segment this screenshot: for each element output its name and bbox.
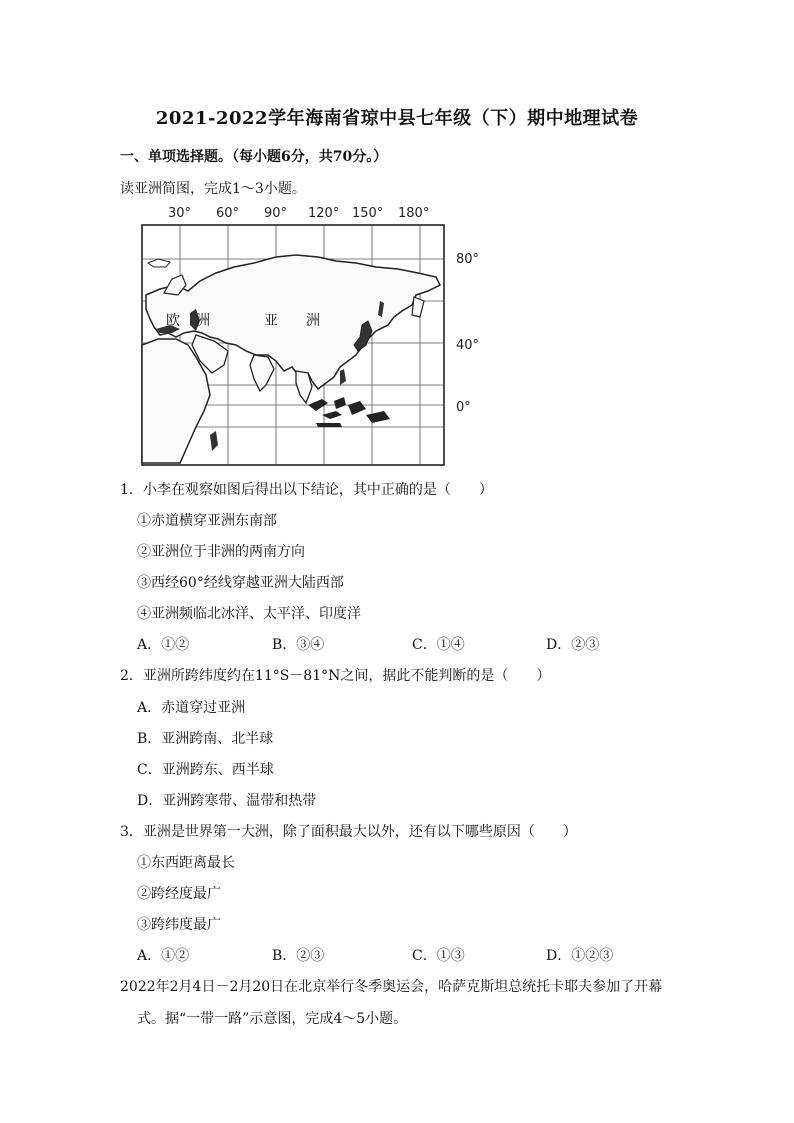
asia-map-svg xyxy=(136,205,496,467)
lon-label-60: 60° xyxy=(216,206,240,221)
lat-label-40: 40° xyxy=(456,338,480,353)
lat-label-80: 80° xyxy=(456,252,480,267)
page-title: 2021-2022学年海南省琼中县七年级（下）期中地理试卷 xyxy=(155,108,639,129)
india-shape xyxy=(250,355,274,391)
question-2-option-c[interactable]: C．亚洲跨东、西半球 xyxy=(137,762,274,778)
lon-label-90: 90° xyxy=(264,206,288,221)
lon-label-30: 30° xyxy=(168,206,192,221)
question-1-item: ②亚洲位于非洲的两南方向 xyxy=(137,544,305,560)
arctic-island-shape xyxy=(148,259,170,267)
question-3-item: ①东西距离最长 xyxy=(137,855,235,871)
asia-map-figure xyxy=(136,205,496,467)
kamchatka-shape xyxy=(412,297,424,317)
question-2-option-d[interactable]: D．亚洲跨寒带、温带和热带 xyxy=(137,793,317,809)
question-1-option-a[interactable]: A．①② xyxy=(137,637,190,653)
reading-intro-1: 读亚洲简图，完成1～3小题。 xyxy=(120,181,306,197)
question-1-item: ③西经60°经线穿越亚洲大陆西部 xyxy=(137,575,344,591)
question-3-option-c[interactable]: C．①③ xyxy=(412,948,465,964)
label-asia-1: 亚 xyxy=(264,313,278,329)
question-2-option-a[interactable]: A．赤道穿过亚洲 xyxy=(137,700,246,716)
question-1-item: ①赤道横穿亚洲东南部 xyxy=(137,513,277,529)
question-2-option-b[interactable]: B．亚洲跨南、北半球 xyxy=(137,731,274,747)
philippines-shape xyxy=(340,369,346,385)
question-3-item: ②跨经度最广 xyxy=(137,886,221,902)
question-3-option-b[interactable]: B．②③ xyxy=(272,948,325,964)
label-asia-2: 洲 xyxy=(306,313,320,329)
label-europe-2: 洲 xyxy=(196,313,210,329)
question-3-item: ③跨纬度最广 xyxy=(137,917,221,933)
question-1-option-b[interactable]: B．③④ xyxy=(272,637,325,653)
indonesia-islands xyxy=(308,397,390,427)
question-1-item: ④亚洲频临北冰洋、太平洋、印度洋 xyxy=(137,606,361,622)
question-1-option-c[interactable]: C．①④ xyxy=(412,637,465,653)
label-europe-1: 欧 xyxy=(166,313,180,329)
lon-label-120: 120° xyxy=(308,206,340,221)
question-3-option-a[interactable]: A．①② xyxy=(137,948,190,964)
question-2-stem: 2．亚洲所跨纬度约在11°S－81°N之间，据此不能判断的是（ ） xyxy=(120,668,551,684)
question-3-stem: 3．亚洲是世界第一大洲，除了面积最大以外，还有以下哪些原因（ ） xyxy=(120,824,577,840)
question-1-stem: 1．小李在观察如图后得出以下结论，其中正确的是（ ） xyxy=(120,482,493,498)
question-1-option-d[interactable]: D．②③ xyxy=(546,637,600,653)
reading-intro-2-line-2: 式。据“一带一路”示意图，完成4～5小题。 xyxy=(137,1011,408,1027)
lon-label-180: 180° xyxy=(398,206,430,221)
lat-label-0: 0° xyxy=(456,400,471,415)
lon-label-150: 150° xyxy=(352,206,384,221)
question-3-option-d[interactable]: D．①②③ xyxy=(546,948,614,964)
section-heading: 一、单项选择题。（每小题6分，共70分。） xyxy=(120,149,388,165)
madagascar-shape xyxy=(210,431,218,451)
reading-intro-2-line-1: 2022年2月4日－2月20日在北京举行冬季奥运会，哈萨克斯坦总统托卡耶夫参加了开幕 xyxy=(120,979,663,995)
